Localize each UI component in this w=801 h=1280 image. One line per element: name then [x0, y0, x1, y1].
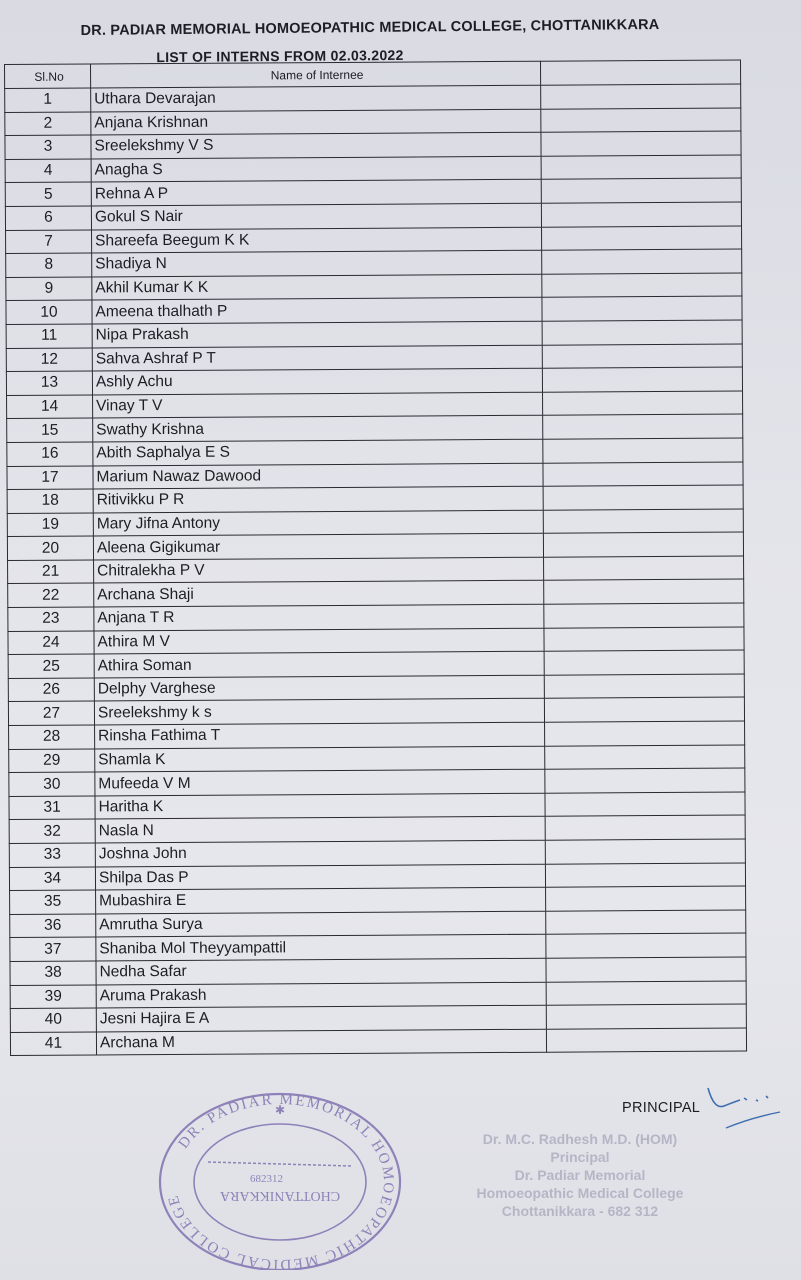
- interns-table: [4, 59, 747, 1056]
- seal-pin: 682312: [250, 1173, 283, 1185]
- internee-name-cell: Aleena Gigikumar: [93, 533, 543, 559]
- internee-name-cell: Anjana Krishnan: [91, 109, 541, 135]
- internee-name-cell: Athira Soman: [94, 651, 544, 677]
- serial-number-cell: 30: [9, 772, 95, 796]
- blank-cell: [545, 815, 745, 840]
- serial-number-cell: 9: [6, 277, 92, 301]
- serial-number-cell: 41: [10, 1032, 96, 1056]
- serial-number-cell: 24: [8, 631, 94, 655]
- blank-cell: [546, 910, 746, 935]
- internee-name-cell: Delphy Varghese: [94, 675, 544, 701]
- blank-cell: [541, 155, 741, 180]
- blank-cell: [546, 886, 746, 911]
- blank-cell: [546, 957, 746, 982]
- blank-cell: [543, 438, 743, 463]
- internee-name-cell: Archana Shaji: [94, 581, 544, 607]
- internee-name-cell: Mary Jifna Antony: [93, 510, 543, 536]
- serial-number-cell: 19: [7, 513, 93, 537]
- internee-name-cell: Ashly Achu: [92, 368, 542, 394]
- table-row: [10, 1028, 746, 1056]
- blank-cell: [542, 367, 742, 392]
- internee-name-cell: Athira M V: [94, 628, 544, 654]
- serial-number-cell: 29: [9, 749, 95, 773]
- serial-number-cell: 3: [5, 135, 91, 159]
- blank-cell: [545, 768, 745, 793]
- serial-number-cell: 22: [8, 583, 94, 607]
- blank-cell: [546, 1028, 746, 1053]
- serial-number-cell: 23: [8, 607, 94, 631]
- serial-number-cell: 27: [8, 701, 94, 725]
- seal-star-icon: ✱: [274, 1103, 286, 1117]
- serial-number-cell: 32: [9, 819, 95, 843]
- serial-number-cell: 31: [9, 796, 95, 820]
- internee-name-cell: Haritha K: [95, 793, 545, 819]
- blank-cell: [544, 603, 744, 628]
- blank-cell: [544, 674, 744, 699]
- blank-cell: [545, 721, 745, 746]
- internee-name-cell: Shaniba Mol Theyyampattil: [96, 935, 546, 961]
- stamp-line: Homoeopathic Medical College: [476, 1185, 684, 1201]
- internee-name-cell: Ritivikku P R: [93, 486, 543, 512]
- serial-number-cell: 25: [8, 654, 94, 678]
- serial-number-cell: 38: [10, 961, 96, 985]
- serial-number-cell: 26: [8, 678, 94, 702]
- internee-name-cell: Mubashira E: [96, 887, 546, 913]
- internee-name-cell: Akhil Kumar K K: [92, 274, 542, 300]
- internee-name-cell: Sahva Ashraf P T: [92, 345, 542, 371]
- internee-name-cell: Shilpa Das P: [95, 864, 545, 890]
- internee-name-cell: Ameena thalhath P: [92, 298, 542, 324]
- serial-number-cell: 2: [5, 112, 91, 136]
- blank-cell: [546, 1004, 746, 1029]
- blank-cell: [543, 414, 743, 439]
- internee-name-cell: Vinay T V: [93, 392, 543, 418]
- serial-number-cell: 16: [7, 442, 93, 466]
- serial-number-cell: 5: [5, 182, 91, 206]
- serial-number-cell: 28: [9, 725, 95, 749]
- faded-office-stamp: [455, 1130, 705, 1220]
- blank-cell: [544, 556, 744, 581]
- internee-name-cell: Sreelekshmy V S: [91, 132, 541, 158]
- internee-name-cell: Nedha Safar: [96, 958, 546, 984]
- blank-cell: [546, 933, 746, 958]
- principal-label: PRINCIPAL: [622, 1100, 701, 1116]
- blank-cell: [545, 745, 745, 770]
- blank-cell: [542, 226, 742, 251]
- stamp-line: Dr. Padiar Memorial: [514, 1167, 646, 1183]
- principal-signature: [700, 1082, 790, 1132]
- internee-name-cell: Gokul S Nair: [91, 203, 541, 229]
- blank-cell: [545, 863, 745, 888]
- internee-name-cell: Nasla N: [95, 817, 545, 843]
- internee-name-cell: Rinsha Fathima T: [95, 722, 545, 748]
- blank-cell: [542, 296, 742, 321]
- blank-cell: [542, 344, 742, 369]
- internee-name-cell: Aruma Prakash: [96, 982, 546, 1008]
- blank-cell: [542, 249, 742, 274]
- serial-number-cell: 15: [7, 418, 93, 442]
- seal-ring-text: DR. PADIAR MEMORIAL HOMOEOPATHIC MEDICAL COLLEGE: [165, 1091, 397, 1270]
- blank-cell: [544, 650, 744, 675]
- blank-cell: [543, 532, 743, 557]
- serial-number-cell: 37: [10, 937, 96, 961]
- blank-cell: [542, 273, 742, 298]
- serial-number-cell: 10: [6, 300, 92, 324]
- blank-cell: [542, 320, 742, 345]
- serial-number-cell: 11: [6, 324, 92, 348]
- blank-cell: [544, 579, 744, 604]
- serial-number-cell: 20: [7, 536, 93, 560]
- blank-cell: [544, 627, 744, 652]
- internee-name-cell: Chitralekha P V: [94, 557, 544, 583]
- internee-name-cell: Abith Saphalya E S: [93, 439, 543, 465]
- serial-number-cell: 7: [6, 230, 92, 254]
- college-heading: DR. PADIAR MEMORIAL HOMOEOPATHIC MEDICAL COLLEGE, CHOTTANIKKARA: [80, 16, 660, 40]
- internee-name-cell: Uthara Devarajan: [91, 85, 541, 111]
- serial-number-cell: 21: [8, 560, 94, 584]
- blank-cell: [541, 131, 741, 156]
- serial-number-cell: 14: [7, 395, 93, 419]
- stamp-line: Chottanikkara - 682 312: [501, 1203, 659, 1219]
- internee-name-cell: Archana M: [96, 1029, 546, 1055]
- blank-cell: [541, 178, 741, 203]
- blank-cell: [545, 792, 745, 817]
- internee-name-cell: Anagha S: [91, 156, 541, 182]
- blank-cell: [543, 461, 743, 486]
- serial-number-cell: 6: [5, 206, 91, 230]
- internee-name-cell: Amrutha Surya: [96, 911, 546, 937]
- internee-name-cell: Jesni Hajira E A: [96, 1005, 546, 1031]
- serial-number-cell: 1: [5, 88, 91, 112]
- serial-number-cell: 4: [5, 159, 91, 183]
- internee-name-cell: Nipa Prakash: [92, 321, 542, 347]
- seal-center-text: CHOTTANIKKARA: [219, 1188, 341, 1203]
- serial-number-cell: 18: [7, 489, 93, 513]
- blank-cell: [545, 839, 745, 864]
- college-seal: [150, 1090, 410, 1270]
- internee-name-cell: Joshna John: [95, 840, 545, 866]
- blank-cell: [541, 108, 741, 133]
- internee-name-cell: Shareefa Beegum K K: [92, 227, 542, 253]
- serial-number-cell: 13: [6, 371, 92, 395]
- serial-number-cell: 8: [6, 253, 92, 277]
- serial-number-cell: 39: [10, 985, 96, 1009]
- blank-cell: [546, 981, 746, 1006]
- internee-name-cell: Shadiya N: [92, 250, 542, 276]
- blank-cell: [543, 485, 743, 510]
- internee-name-cell: Swathy Krishna: [93, 416, 543, 442]
- serial-number-cell: 40: [10, 1008, 96, 1032]
- blank-cell: [541, 202, 741, 227]
- blank-cell: [544, 697, 744, 722]
- serial-number-cell: 34: [9, 867, 95, 891]
- stamp-line: Dr. M.C. Radhesh M.D. (HOM): [482, 1131, 678, 1147]
- blank-cell: [541, 84, 741, 109]
- serial-number-cell: 12: [6, 347, 92, 371]
- internee-name-cell: Rehna A P: [91, 180, 541, 206]
- stamp-line: Principal: [550, 1149, 610, 1165]
- serial-number-cell: 35: [10, 890, 96, 914]
- column-header-slno: Sl.No: [5, 64, 91, 89]
- internee-name-cell: Mufeeda V M: [95, 769, 545, 795]
- internee-name-cell: Shamla K: [95, 746, 545, 772]
- list-title: LIST OF INTERNS FROM 02.03.2022: [156, 46, 404, 66]
- internee-name-cell: Anjana T R: [94, 604, 544, 630]
- serial-number-cell: 33: [9, 843, 95, 867]
- internee-name-cell: Sreelekshmy k s: [94, 699, 544, 725]
- table-body: [5, 84, 747, 1056]
- serial-number-cell: 36: [10, 914, 96, 938]
- blank-cell: [543, 509, 743, 534]
- blank-cell: [543, 391, 743, 416]
- column-header-blank: [540, 60, 740, 85]
- internee-name-cell: Marium Nawaz Dawood: [93, 463, 543, 489]
- column-header-name: Name of Internee: [91, 61, 541, 88]
- serial-number-cell: 17: [7, 465, 93, 489]
